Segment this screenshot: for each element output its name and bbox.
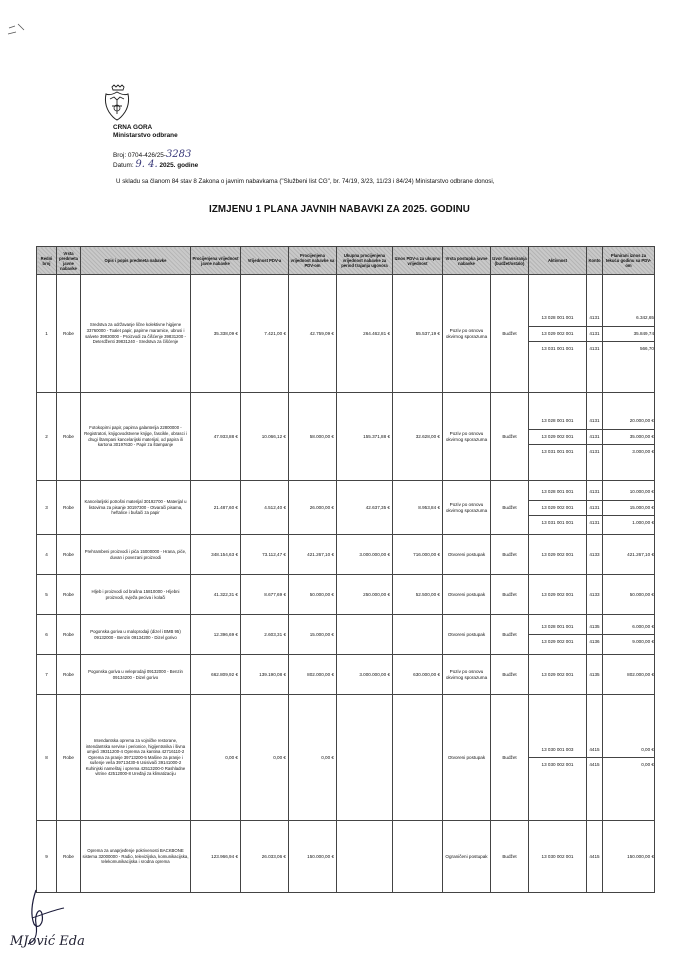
activity-code: 13 028 001 001: [529, 620, 586, 635]
period-total-value: [337, 821, 393, 893]
funding-source: Budžet: [491, 275, 529, 393]
planned-amount: 0,00 €: [603, 743, 654, 758]
account-cell: [587, 655, 603, 695]
period-vat-value: 716.000,00 €: [393, 535, 443, 575]
account-code: 4131: [587, 429, 602, 444]
planned-amount: 3.000,00 €: [632, 448, 654, 454]
reference-handwritten: 3283: [165, 149, 192, 160]
table-row: [37, 535, 655, 575]
activity-cell: [529, 393, 587, 481]
reference-block: [113, 150, 198, 170]
procurement-type: Robe: [57, 615, 81, 655]
item-description: Kancelarijski potrošni materijal 30192700 - Materijal u listovima za pisanje 30197300 - Otvarači pisama, heftalice i bušači za papir: [81, 481, 191, 535]
procedure-type: Otvoreni postupak: [443, 575, 491, 615]
account-code: 4133: [589, 591, 600, 597]
activity-code: 13 031 001 001: [541, 448, 574, 454]
estimated-value: 21.487,60 €: [191, 481, 241, 535]
planned-amount: 9.000,00 €: [632, 639, 654, 645]
activity-code: 13 028 001 001: [529, 414, 586, 429]
activity-cell: [529, 695, 587, 821]
total-with-vat: 421.267,10 €: [289, 535, 337, 575]
intro-paragraph: U skladu sa članom 84 stav 8 Zakona o javnim nabavkama ("Službeni list CG", br. 74/19, 3/23, 11/23 i 84/24) Ministarstvo odbrane donosi,: [116, 178, 495, 185]
column-header: Redni broj: [37, 247, 57, 275]
procurement-type: Robe: [57, 535, 81, 575]
item-description: Hljeb i proizvodi od brašna 15810000 - Hljebni proizvodi, svježa peciva i kolači: [81, 575, 191, 615]
row-number: 4: [37, 535, 57, 575]
reference-label: Broj: 0704-426/25-: [113, 152, 166, 159]
period-total-value: 42.637,35 €: [337, 481, 393, 535]
account-code: 4415: [589, 853, 600, 859]
activity-code: 13 029 002 001: [541, 671, 574, 677]
planned-amount-cell: [603, 275, 655, 393]
activity-cell: [529, 821, 587, 893]
funding-source: Budžet: [491, 575, 529, 615]
account-code: 4131: [587, 500, 602, 515]
activity-code: 13 029 002 001: [529, 326, 586, 341]
funding-source: Budžet: [491, 481, 529, 535]
letterhead: [113, 124, 178, 140]
procurement-type: Robe: [57, 481, 81, 535]
total-with-vat: 802.000,00 €: [289, 655, 337, 695]
account-code: 4135: [589, 671, 600, 677]
account-cell: [587, 575, 603, 615]
vat-value: 139.190,08 €: [241, 655, 289, 695]
row-number: 3: [37, 481, 57, 535]
planned-amount: 20.000,00 €: [603, 414, 654, 429]
period-vat-value: [393, 821, 443, 893]
column-header: Vrijednost PDV-a: [241, 247, 289, 275]
item-description: Sredstva za održavanje lične kolektivne higijene 33760000 - Toalet papir, papirne maramice, ubrusi i salvete 39830000 - Proizvodi za čišćenje 39831200 - Deterdženti 39831240 - Sredstva za čišćenje: [81, 275, 191, 393]
activity-code: 13 031 001 001: [541, 345, 574, 351]
account-code: 4131: [589, 345, 600, 351]
total-with-vat: 26.000,00 €: [289, 481, 337, 535]
activity-code: 13 029 002 001: [529, 500, 586, 515]
column-header: Vrsta predmeta javne nabavke: [57, 247, 81, 275]
account-code: 4131: [589, 448, 600, 454]
funding-source: Budžet: [491, 535, 529, 575]
account-cell: [587, 481, 603, 535]
column-header: Opis i popis predmeta nabavke: [81, 247, 191, 275]
ministry-name: Ministarstvo odbrane: [113, 132, 178, 139]
period-vat-value: 32.628,00 €: [393, 393, 443, 481]
column-header: Vrsta postupka javne nabavke: [443, 247, 491, 275]
activity-code: 13 028 001 001: [529, 485, 586, 500]
activity-cell: [529, 575, 587, 615]
row-number: 5: [37, 575, 57, 615]
account-cell: [587, 615, 603, 655]
period-vat-value: [393, 615, 443, 655]
row-number: 6: [37, 615, 57, 655]
account-cell: [587, 275, 603, 393]
planned-amount-cell: [603, 821, 655, 893]
row-number: 7: [37, 655, 57, 695]
table-row: [37, 821, 655, 893]
planned-amount: 15.000,00 €: [603, 500, 654, 515]
period-total-value: 3.000.000,00 €: [337, 655, 393, 695]
period-total-value: [337, 695, 393, 821]
vat-value: 73.112,47 €: [241, 535, 289, 575]
table-row: [37, 655, 655, 695]
procurement-type: Robe: [57, 695, 81, 821]
account-code: 4131: [589, 519, 600, 525]
period-total-value: [337, 615, 393, 655]
estimated-value: 348.154,63 €: [191, 535, 241, 575]
planned-amount-cell: [603, 535, 655, 575]
column-header: Izvor finansiranja (budžet/ostalo): [491, 247, 529, 275]
procurement-type: Robe: [57, 655, 81, 695]
table-header-row: [37, 247, 655, 275]
planned-amount: 6.342,65: [603, 311, 654, 326]
column-header: Ukupna procijenjena vrijednost nabavke za period trajanja ugovora: [337, 247, 393, 275]
planned-amount: 150.000,00 €: [627, 853, 654, 859]
funding-source: Budžet: [491, 393, 529, 481]
procedure-type: Otvoreni postupak: [443, 695, 491, 821]
planned-amount-cell: [603, 615, 655, 655]
planned-amount: 6.000,00 €: [603, 620, 654, 635]
planned-amount-cell: [603, 655, 655, 695]
column-header: Procijenjena vrijednost nabavke sa PDV-om: [289, 247, 337, 275]
procurement-type: Robe: [57, 275, 81, 393]
account-code: 4415: [587, 743, 602, 758]
total-with-vat: 0,00 €: [289, 695, 337, 821]
procedure-type: Poziv po osnovu okvirnog sporazuma: [443, 481, 491, 535]
period-vat-value: 8.953,84 €: [393, 481, 443, 535]
planned-amount: 35.849,74: [603, 326, 654, 341]
account-cell: [587, 821, 603, 893]
estimated-value: 662.809,92 €: [191, 655, 241, 695]
procedure-type: Ograničeni postupak: [443, 821, 491, 893]
funding-source: Budžet: [491, 615, 529, 655]
table-row: [37, 695, 655, 821]
signatory-handwritten-name: МЈоvić Eda: [10, 934, 85, 949]
total-with-vat: 150.000,00 €: [289, 821, 337, 893]
account-cell: [587, 393, 603, 481]
activity-cell: [529, 655, 587, 695]
row-number: 2: [37, 393, 57, 481]
date-label: Datum:: [113, 162, 134, 169]
row-number: 1: [37, 275, 57, 393]
procedure-type: Poziv po osnovu okvirnog sporazuma: [443, 393, 491, 481]
vat-value: 0,00 €: [241, 695, 289, 821]
column-header: Procijenjena vrijednost javne nabavke: [191, 247, 241, 275]
account-code: 4415: [589, 762, 600, 768]
activity-code: 13 030 002 001: [541, 853, 574, 859]
activity-code: 13 029 002 001: [529, 429, 586, 444]
account-cell: [587, 695, 603, 821]
account-code: 4133: [589, 551, 600, 557]
planned-amount-cell: [603, 695, 655, 821]
vat-value: 7.421,00 €: [241, 275, 289, 393]
estimated-value: 41.322,31 €: [191, 575, 241, 615]
account-code: 4131: [587, 414, 602, 429]
table-row: [37, 481, 655, 535]
item-description: Intendantska oprema za vojničke restorane, intendantska servise i perionice, higijentsnika i šivna umjeći 39311200-4 Oprema za kantina 42716110-2 Oprema za pranje 39713200-5 Mašine za pranje i sušenje veša 39713430-6 Usisivači 39141000-2 Kuhinjski nameštaj i oprema 42513200-0 Rashladne vitrine 42512000-8 Uređaji za klimatizaciju: [81, 695, 191, 821]
period-total-value: 250.000,00 €: [337, 575, 393, 615]
period-total-value: 155.371,88 €: [337, 393, 393, 481]
planned-amount-cell: [603, 393, 655, 481]
procurement-type: Robe: [57, 575, 81, 615]
account-code: 4131: [587, 311, 602, 326]
planned-amount: 0,00 €: [641, 762, 654, 768]
vat-value: 8.677,69 €: [241, 575, 289, 615]
country-name: CRNA GORA: [113, 124, 153, 131]
period-total-value: 3.000.000,00 €: [337, 535, 393, 575]
procurement-type: Robe: [57, 393, 81, 481]
date-suffix: 2025. godine: [159, 162, 199, 169]
activity-code: 13 029 002 001: [541, 591, 574, 597]
activity-code: 13 030 001 003: [529, 743, 586, 758]
planned-amount: 566,70: [639, 345, 654, 351]
period-vat-value: 52.500,00 €: [393, 575, 443, 615]
planned-amount: 421.267,10 €: [627, 551, 654, 557]
table-row: [37, 275, 655, 393]
total-with-vat: 50.000,00 €: [289, 575, 337, 615]
procedure-type: Otvoreni postupak: [443, 615, 491, 655]
procurement-plan-table: [36, 246, 655, 893]
account-code: 4135: [587, 620, 602, 635]
activity-code: 13 029 002 001: [541, 551, 574, 557]
planned-amount: 50.000,00 €: [629, 591, 654, 597]
vat-value: 26.033,06 €: [241, 821, 289, 893]
total-with-vat: 58.000,00 €: [289, 393, 337, 481]
row-number: 9: [37, 821, 57, 893]
column-header: Konto: [587, 247, 603, 275]
activity-cell: [529, 275, 587, 393]
procedure-type: Otvoreni postupak: [443, 535, 491, 575]
period-vat-value: 55.537,19 €: [393, 275, 443, 393]
funding-source: Budžet: [491, 821, 529, 893]
table-row: [37, 393, 655, 481]
vat-value: 10.066,12 €: [241, 393, 289, 481]
column-header: Planirani iznos za tekuću godinu sa PDV-om: [603, 247, 655, 275]
planned-amount-cell: [603, 481, 655, 535]
estimated-value: 47.933,88 €: [191, 393, 241, 481]
account-cell: [587, 535, 603, 575]
table-row: [37, 575, 655, 615]
column-header: Aktivnost: [529, 247, 587, 275]
account-code: 4131: [587, 485, 602, 500]
account-code: 4131: [587, 326, 602, 341]
procedure-type: Poziv po osnovu okvirnog sporazuma: [443, 275, 491, 393]
coat-of-arms-icon: [100, 84, 134, 124]
estimated-value: 12.396,69 €: [191, 615, 241, 655]
document-date: [113, 160, 198, 170]
planned-amount: 1.000,00 €: [632, 519, 654, 525]
item-description: Pogonska goriva u veleprodaji 09132000 - Benzin 09134200 - Dizel gorivo: [81, 655, 191, 695]
item-description: Fotokopirni papir, papirna galanterija 22800000 - Registratori, knjigovodstvene knjige, fascikle, obrasci i drugi štampani kancelarijski materijal, od papira ili kartona 30197630 - Papir za štampanje: [81, 393, 191, 481]
column-header: Iznos PDV-a za ukupnu vrijednost: [393, 247, 443, 275]
corner-scribble-mark: [6, 20, 32, 46]
total-with-vat: 15.000,00 €: [289, 615, 337, 655]
date-handwritten: 9. 4.: [135, 159, 158, 170]
row-number: 8: [37, 695, 57, 821]
activity-code: 13 030 002 001: [541, 762, 574, 768]
item-description: Pogonska goriva u maloprodaji (dizel i BMB 95) 09132000 - Benzin 09134200 - Dizel gorivo: [81, 615, 191, 655]
total-with-vat: 42.759,09 €: [289, 275, 337, 393]
item-description: Prehrambeni proizvodi i pića 15000000 - Hrana, piće, duvan i povezani proizvodi: [81, 535, 191, 575]
activity-cell: [529, 535, 587, 575]
funding-source: Budžet: [491, 695, 529, 821]
planned-amount: 35.000,00 €: [603, 429, 654, 444]
vat-value: 4.512,40 €: [241, 481, 289, 535]
estimated-value: 123.966,94 €: [191, 821, 241, 893]
planned-amount: 802.000,00 €: [627, 671, 654, 677]
vat-value: 2.603,31 €: [241, 615, 289, 655]
account-code: 4136: [589, 639, 600, 645]
funding-source: Budžet: [491, 655, 529, 695]
period-total-value: 264.462,81 €: [337, 275, 393, 393]
document-title: IZMJENU 1 PLANA JAVNIH NABAVKI ZA 2025. GODINU: [209, 204, 470, 215]
item-description: Oprema za unaprjeđenje pokrivenosti BACKBONE sistema 32000000 - Radio, televizijska, komunikacijska, telekomunikacijska i srodna oprema: [81, 821, 191, 893]
estimated-value: 35.338,09 €: [191, 275, 241, 393]
activity-cell: [529, 615, 587, 655]
period-vat-value: 630.000,00 €: [393, 655, 443, 695]
activity-cell: [529, 481, 587, 535]
activity-code: 13 029 002 001: [541, 639, 574, 645]
activity-code: 13 028 001 001: [529, 311, 586, 326]
procurement-type: Robe: [57, 821, 81, 893]
planned-amount: 10.000,00 €: [603, 485, 654, 500]
period-vat-value: [393, 695, 443, 821]
estimated-value: 0,00 €: [191, 695, 241, 821]
planned-amount-cell: [603, 575, 655, 615]
table-row: [37, 615, 655, 655]
activity-code: 13 031 001 001: [541, 519, 574, 525]
procedure-type: Poziv po osnovu okvirnog sporazuma: [443, 655, 491, 695]
